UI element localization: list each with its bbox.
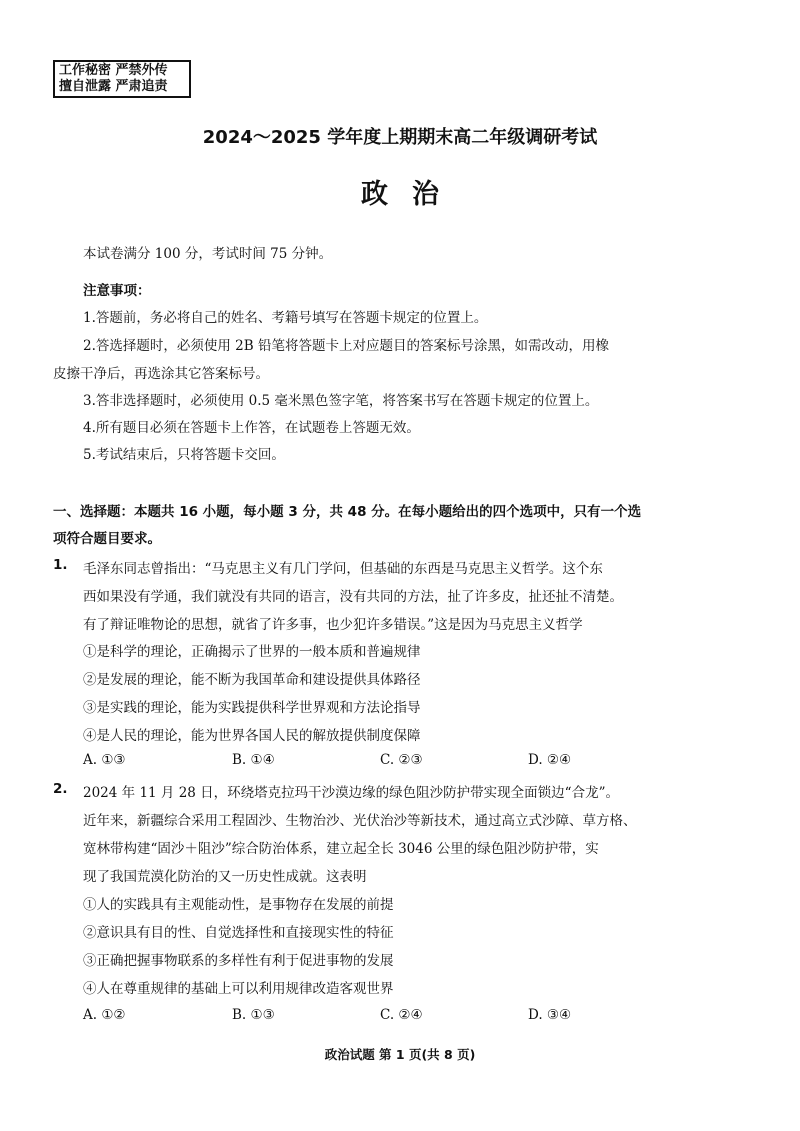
option-d: D. ②④: [528, 752, 572, 768]
exam-intro: 本试卷满分 100 分，考试时间 75 分钟。: [83, 246, 333, 262]
option-b: B. ①④: [232, 752, 275, 768]
question-stem-line: 有了辩证唯物论的思想，就省了许多事，也少犯许多错误。”这是因为马克思主义哲学: [83, 617, 583, 633]
statement: ③是实践的理论，能为实践提供科学世界观和方法论指导: [83, 700, 421, 716]
question-number: 1.: [53, 557, 68, 573]
question-stem-line: 西如果没有学通，我们就没有共同的语言，没有共同的方法，扯了许多皮，扯还扯不清楚。: [83, 589, 623, 605]
exam-title: 2024～2025 学年度上期期末高二年级调研考试: [202, 127, 598, 148]
statement: ④人在尊重规律的基础上可以利用规律改造客观世界: [83, 981, 394, 997]
question-number: 2.: [53, 781, 68, 797]
statement: ②是发展的理论，能不断为我国革命和建设提供具体路径: [83, 672, 421, 688]
statement: ③正确把握事物联系的多样性有利于促进事物的发展: [83, 953, 394, 969]
option-d: D. ③④: [528, 1007, 572, 1023]
question-stem-line: 近年来，新疆综合采用工程固沙、生物治沙、光伏治沙等新技术，通过高立式沙障、草方格、: [83, 813, 637, 829]
statement: ②意识具有目的性、自觉选择性和直接现实性的特征: [83, 925, 394, 941]
option-a: A. ①③: [83, 752, 126, 768]
notes-heading: 注意事项：: [83, 283, 151, 299]
note-item: 1.答题前，务必将自己的姓名、考籍号填写在答题卡规定的位置上。: [83, 310, 488, 326]
stamp-line-1: 工作秘密 严禁外传: [59, 63, 168, 78]
page-footer: 政治试题 第 1 页(共 8 页): [324, 1047, 476, 1062]
note-item: 2.答选择题时，必须使用 2B 铅笔将答题卡上对应题目的答案标号涂黑，如需改动，用橡: [83, 338, 609, 354]
statement: ①是科学的理论，正确揭示了世界的一般本质和普遍规律: [83, 644, 421, 660]
section-heading-line-2: 项符合题目要求。: [53, 531, 161, 547]
option-c: C. ②③: [380, 752, 423, 768]
confidential-stamp: [53, 60, 191, 98]
note-item: 5.考试结束后，只将答题卡交回。: [83, 447, 285, 463]
question-stem-line: 毛泽东同志曾指出：“马克思主义有几门学问，但基础的东西是马克思主义哲学。这个东: [83, 561, 603, 577]
stamp-line-2: 擅自泄露 严肃追责: [59, 79, 168, 94]
option-a: A. ①②: [83, 1007, 126, 1023]
note-item: 3.答非选择题时，必须使用 0.5 毫米黑色签字笔，将答案书写在答题卡规定的位置上。: [83, 393, 599, 409]
question-stem-line: 2024 年 11 月 28 日，环绕塔克拉玛干沙漠边缘的绿色阻沙防护带实现全面锁边“合龙”。: [83, 785, 619, 801]
note-item: 皮擦干净后，再选涂其它答案标号。: [53, 366, 269, 382]
option-b: B. ①③: [232, 1007, 275, 1023]
statement: ①人的实践具有主观能动性，是事物存在发展的前提: [83, 897, 394, 913]
section-heading-line-1: 一、选择题：本题共 16 小题，每小题 3 分，共 48 分。在每小题给出的四个选项中，只有一个选: [53, 504, 642, 520]
option-c: C. ②④: [380, 1007, 423, 1023]
question-stem-line: 现了我国荒漠化防治的又一历史性成就。这表明: [83, 869, 367, 885]
statement: ④是人民的理论，能为世界各国人民的解放提供制度保障: [83, 728, 421, 744]
subject-title: 政治: [361, 179, 463, 210]
question-stem-line: 宽林带构建“固沙＋阻沙”综合防治体系，建立起全长 3046 公里的绿色阻沙防护带，实: [83, 841, 599, 857]
note-item: 4.所有题目必须在答题卡上作答，在试题卷上答题无效。: [83, 420, 420, 436]
